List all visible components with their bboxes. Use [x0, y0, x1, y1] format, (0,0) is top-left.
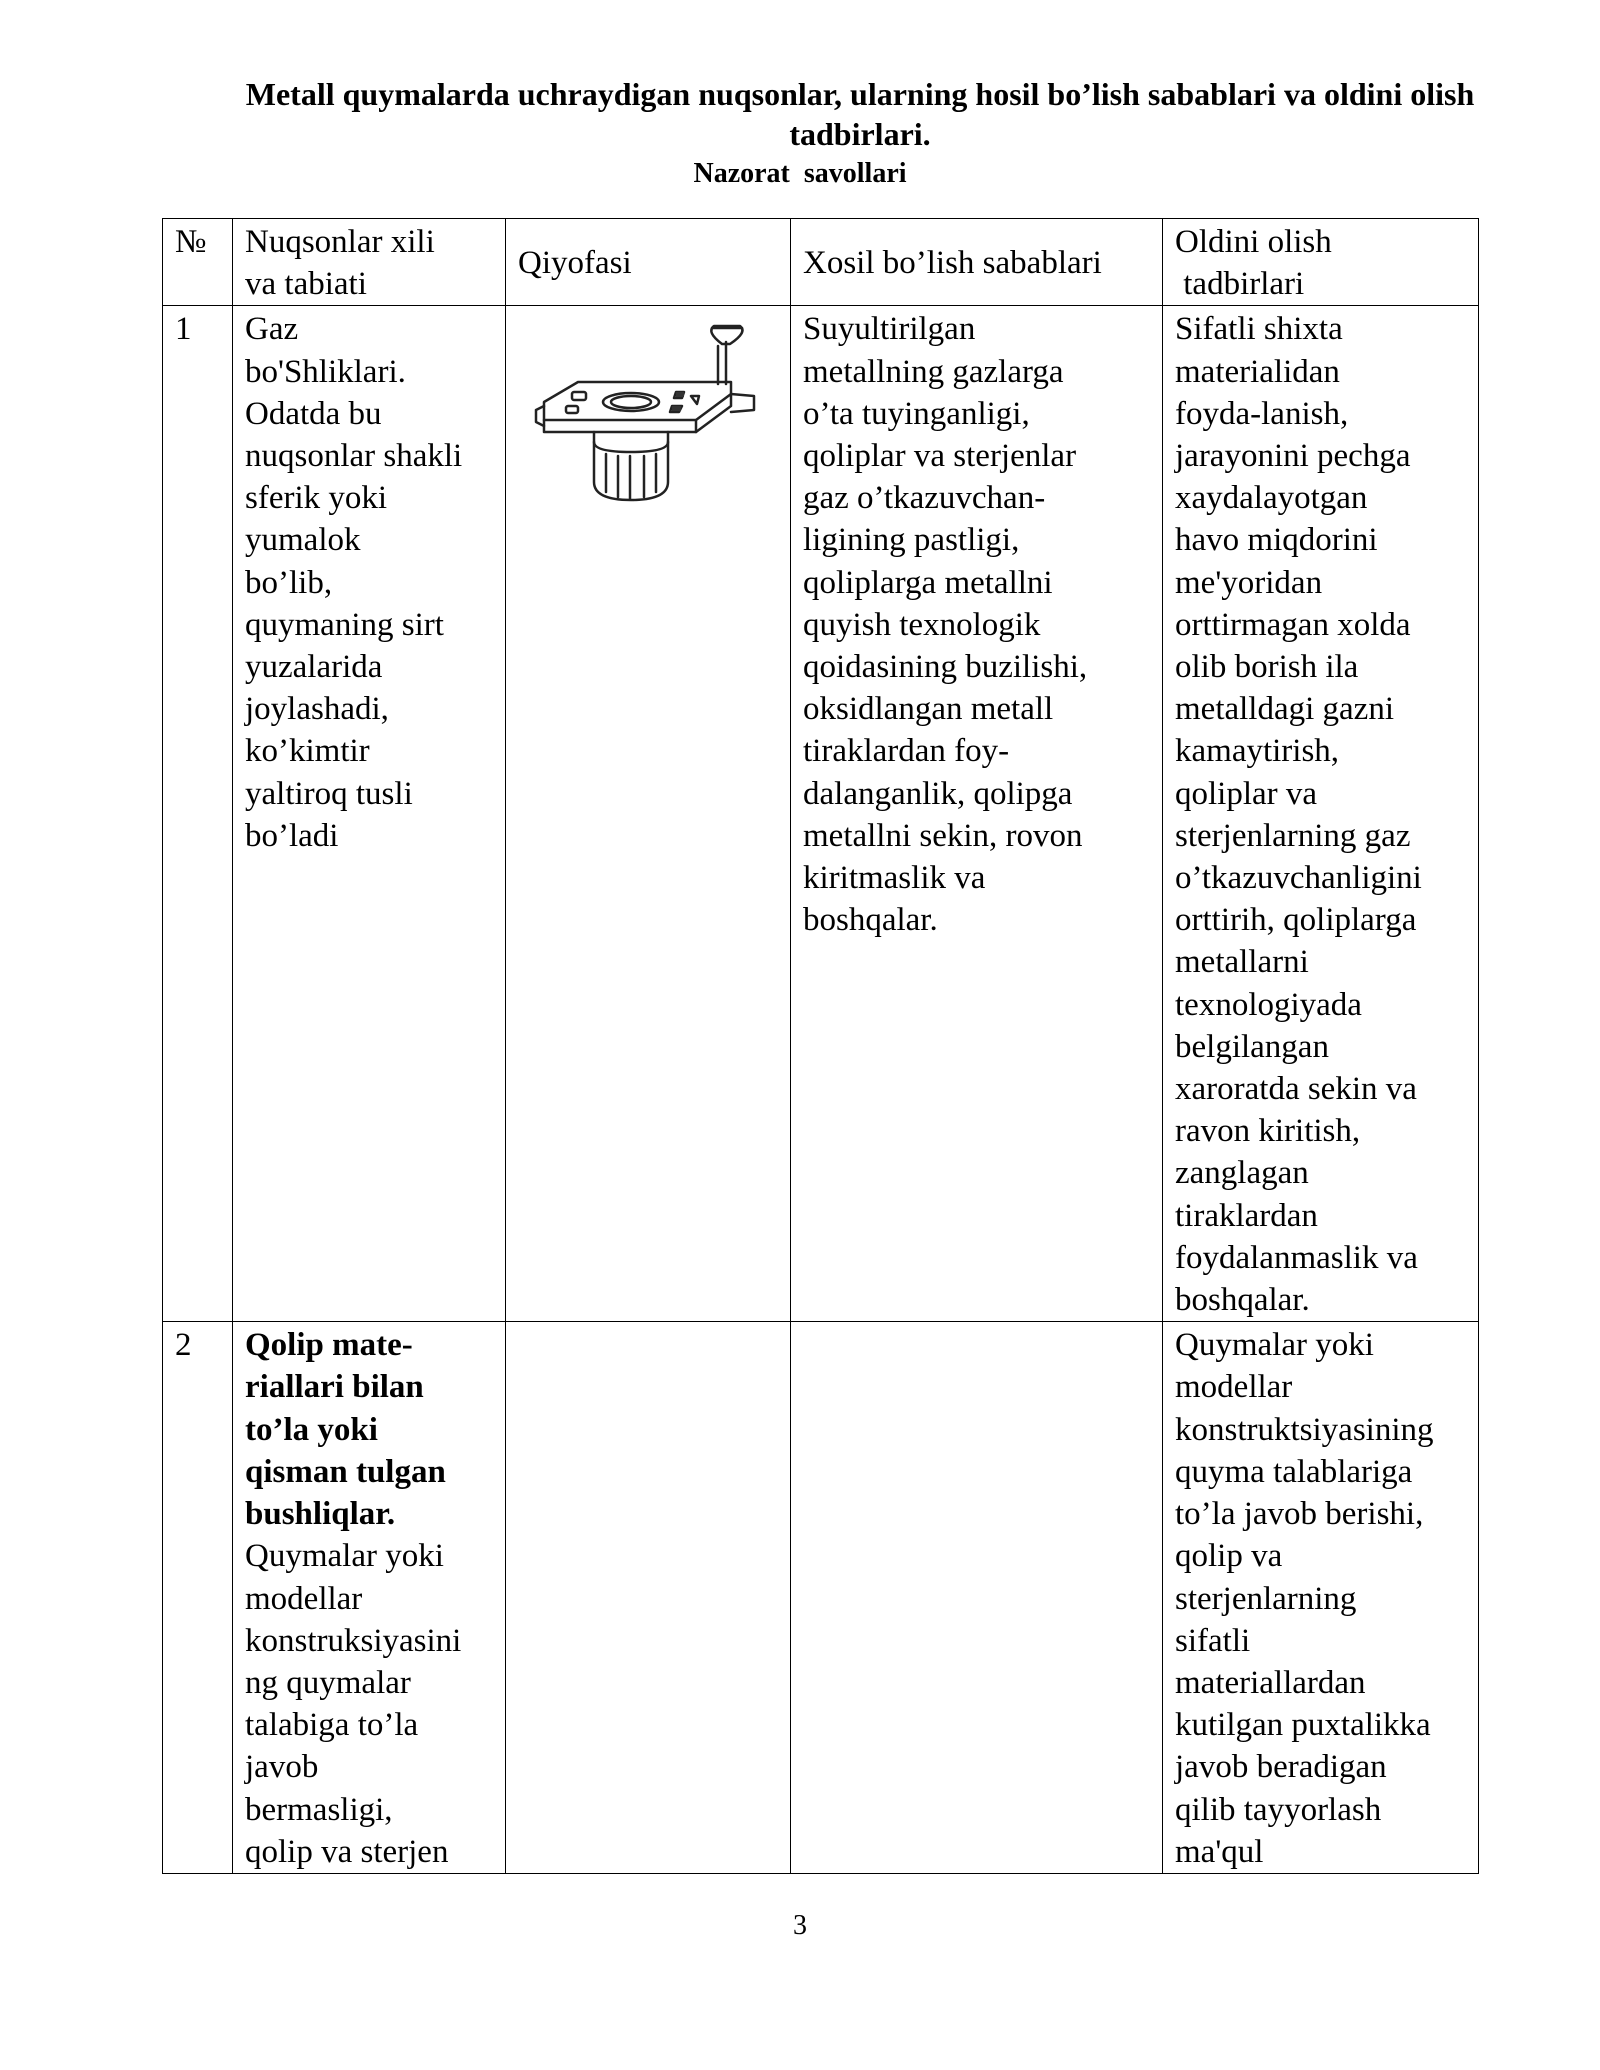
header-causes: Xosil bo’lish sabablari	[791, 219, 1163, 306]
page-title: Metall quymalarda uchraydigan nuqsonlar, ularning hosil bo’lish sabablari va oldini olish tadbirlari.	[245, 76, 1475, 152]
row-number: 1	[163, 306, 233, 1322]
causes-cell	[791, 1322, 1163, 1874]
appearance-cell	[506, 1322, 791, 1874]
prevention-cell: Quymalar yoki modellar konstruktsiyasining quyma talablariga to’la javob berishi, qolip va sterjenlarning sifatli materiallardan kutilgan puxtalikka javob beradigan qilib tayyorlash ma'qul	[1163, 1322, 1479, 1874]
defect-type-description: Gaz bo'Shliklari. Odatda bu nuqsonlar shakli sferik yoki yumalok bo’lib, quymaning sirt yuzalarida joylashadi, ko’kimtir yaltiroq tusli bo’ladi	[245, 311, 463, 854]
defect-type-heading: Qolip mate- riallari bilan to’la yoki qisman tulgan bushliqlar.	[245, 1327, 446, 1533]
page-number: 3	[793, 1910, 807, 1941]
table-row	[163, 306, 1479, 1322]
header-appearance: Qiyofasi	[506, 219, 791, 306]
table-row	[163, 1322, 1479, 1874]
prevention-cell: Sifatli shixta materialidan foyda-lanish, jarayonini pechga xaydalayotgan havo miqdorini me'yoridan orttirmagan xolda olib borish ila metalldagi gazni kamaytirish, qoliplar va sterjenlarning gaz o’tkazuvchanligini orttirih, qoliplarga metallarni texnologiyada belgilangan xaroratda sekin va ravon kiritish, zanglagan tiraklardan foydalanmaslik va boshqalar.	[1163, 306, 1479, 1322]
page-subtitle: Nazorat savollari	[693, 158, 907, 189]
table-header-row	[163, 219, 1479, 306]
causes-cell: Suyultirilgan metallning gazlarga o’ta tuyinganligi, qoliplar va sterjenlar gaz o’tkazuvchan- ligining pastligi, qoliplarga metallni quyish texnologik qoidasining buzilishi, oksidlangan metall tiraklardan foy- dalanganlik, qolipga metallni sekin, rovon kiritmaslik va boshqalar.	[791, 306, 1163, 1322]
casting-mold-illustration-icon	[526, 324, 771, 504]
appearance-cell	[506, 306, 791, 1322]
row-number: 2	[163, 1322, 233, 1874]
defect-type-description: Quymalar yoki modellar konstruksiyasini ng quymalar talabiga to’la javob bermasligi, qolip va sterjen	[245, 1538, 462, 1870]
defect-type-cell	[233, 1322, 506, 1874]
defect-type-cell	[233, 306, 506, 1322]
header-prevention: Oldini olish tadbirlari	[1163, 219, 1479, 306]
header-number: №	[163, 219, 233, 306]
defects-table	[162, 218, 1479, 1874]
header-defect-type: Nuqsonlar xili va tabiati	[233, 219, 506, 306]
